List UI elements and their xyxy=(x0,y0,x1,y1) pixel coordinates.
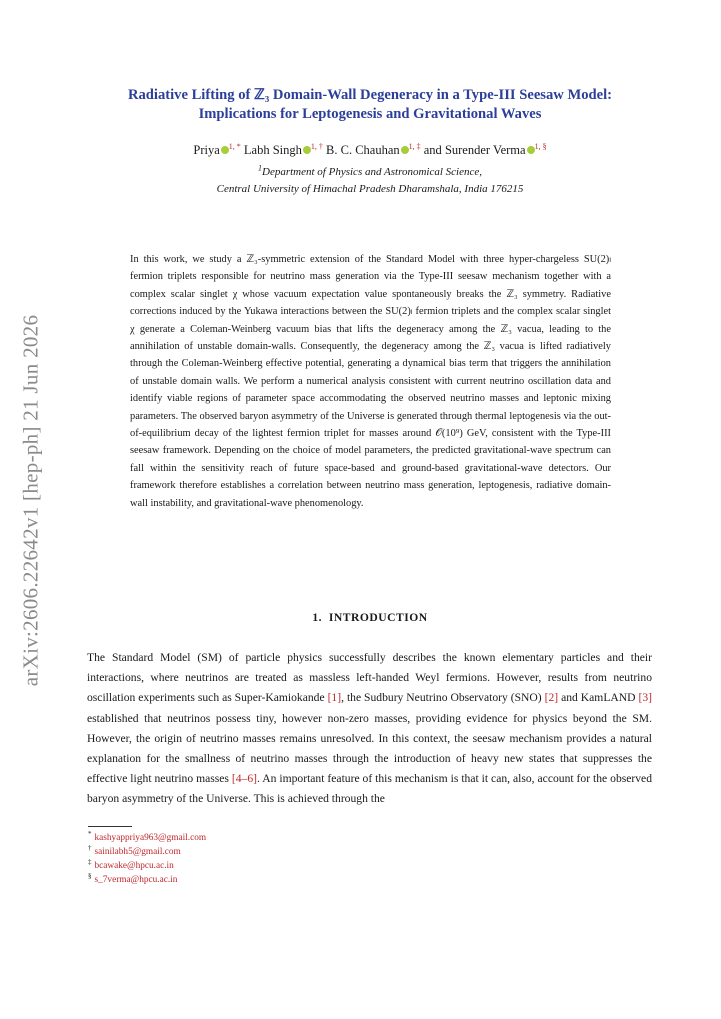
author-affiliation-mark: 1, * xyxy=(228,141,241,151)
affiliation-line-1: $^1$Department of Physics and Astronomical Science, xyxy=(258,163,482,178)
citation-link[interactable]: [1] xyxy=(327,691,342,705)
section-heading xyxy=(80,611,660,624)
section-title: INTRODUCTION xyxy=(328,611,428,624)
footnote-item: † sainilabh5@gmail.com xyxy=(88,843,181,857)
section-number: 1. xyxy=(312,611,323,624)
orcid-icon[interactable] xyxy=(401,146,409,154)
arxiv-identifier-text: arXiv:2606.22642v1 [hep-ph] 21 Jun 2026 xyxy=(18,314,43,686)
email-link[interactable]: kashyappriya963@gmail.com xyxy=(94,833,207,843)
arxiv-identifier-stamp xyxy=(14,290,48,710)
abstract: In this work, we study a ℤ₃-symmetric extension of the Standard Model with three hyper-chargeless SU(2)ₗ fermion triplets responsible for neutrino mass generation via the Type-III seesaw mechanism together with a complex scalar singlet χ whose vacuum expectation value spontaneously breaks the ℤ₃ symmetry. Radiative corrections induced by the Yukawa interactions between the SU(2)ₗ fermion triplets and the complex scalar singlet χ generate a Coleman-Weinberg vacuum bias that lifts the degeneracy among the ℤ₃ vacua, leading to the annihilation of unstable domain-walls. Consequently, the degeneracy among the ℤ₃ vacua is lifted radiatively through the Coleman-Weinberg effective potential, generating a dynamical bias term that triggers the annihilation of unstable domain walls. We perform a numerical analysis consistent with current neutrino oscillation data and identify viable regions of parameter space accommodating the observed neutrino masses and leptonic mixing parameters. The observed baryon asymmetry of the Universe is generated through thermal leptogenesis via the out-of-equilibrium decay of the lightest fermion triplet for masses around 𝒪(10⁹) GeV, consistent with the Type-III seesaw framework. Depending on the choice of model parameters, the predicted gravitational-wave spectrum can fall within the sensitivity reach of future space-based and ground-based gravitational-wave detectors. Our framework therefore establishes a correlation between neutrino mass generation, leptogenesis, radiative domain-wall instability, and gravitational-wave phenomenology. xyxy=(130,254,611,509)
orcid-icon[interactable] xyxy=(303,146,311,154)
author-name: Surender Verma xyxy=(444,143,526,157)
title-line-1: Radiative Lifting of ℤ₃ Domain-Wall Degeneracy in a Type-III Seesaw Model: xyxy=(127,87,613,103)
footnote-item: § s_7verma@hpcu.ac.in xyxy=(88,871,178,885)
author-name: B. C. Chauhan xyxy=(326,143,400,157)
author-list xyxy=(80,143,660,158)
introduction-paragraph: The Standard Model (SM) of particle physics successfully describes the known elementary particles and their interactions, where neutrinos are treated as massless left-handed Weyl fermions. However, results from neutrino oscillation experiments such as Super-Kamiokande [1], the Sudbury Neutrino Observatory (SNO) [2] and KamLAND [3] established that neutrinos possess tiny, however non-zero masses, providing evidence for physics beyond the SM. However, the origin of neutrino masses remains unresolved. In this context, the seesaw mechanism provides a natural explanation for the smallness of neutrino masses through the introduction of heavy new states that suppresses the effective light neutrino masses [4–6]. An important feature of this mechanism is that it can, also, account for the observed baryon asymmetry of the Universe. This is achieved through the xyxy=(87,651,653,806)
footnote-item: ‡ bcawake@hpcu.ac.in xyxy=(88,857,174,871)
citation-link[interactable]: [3] xyxy=(638,691,653,705)
footnotes xyxy=(88,831,388,887)
citation-link[interactable]: [4–6] xyxy=(231,772,258,786)
email-link[interactable]: sainilabh5@gmail.com xyxy=(94,847,181,857)
footnote-divider xyxy=(88,826,132,827)
orcid-icon[interactable] xyxy=(527,146,535,154)
author-affiliation-mark: 1, ‡ xyxy=(408,141,421,151)
affiliation-line-2: Central University of Himachal Pradesh Dharamshala, India 176215 xyxy=(216,183,524,195)
affiliation xyxy=(80,164,660,198)
citation-link[interactable]: [2] xyxy=(544,691,559,705)
author-name: Labh Singh xyxy=(243,143,302,157)
author-separator: and xyxy=(420,143,445,157)
footnote-item: * kashyappriya963@gmail.com xyxy=(88,829,207,843)
author-affiliation-mark: 1, † xyxy=(310,141,323,151)
title-line-2: Implications for Leptogenesis and Gravitational Waves xyxy=(198,106,542,122)
orcid-icon[interactable] xyxy=(221,146,229,154)
email-link[interactable]: bcawake@hpcu.ac.in xyxy=(94,861,174,871)
author-affiliation-mark: 1, § xyxy=(534,141,547,151)
affiliation-number: 1 xyxy=(258,163,263,173)
email-link[interactable]: s_7verma@hpcu.ac.in xyxy=(94,875,178,885)
author-name: Priya xyxy=(193,143,220,157)
paper-title xyxy=(80,86,660,124)
